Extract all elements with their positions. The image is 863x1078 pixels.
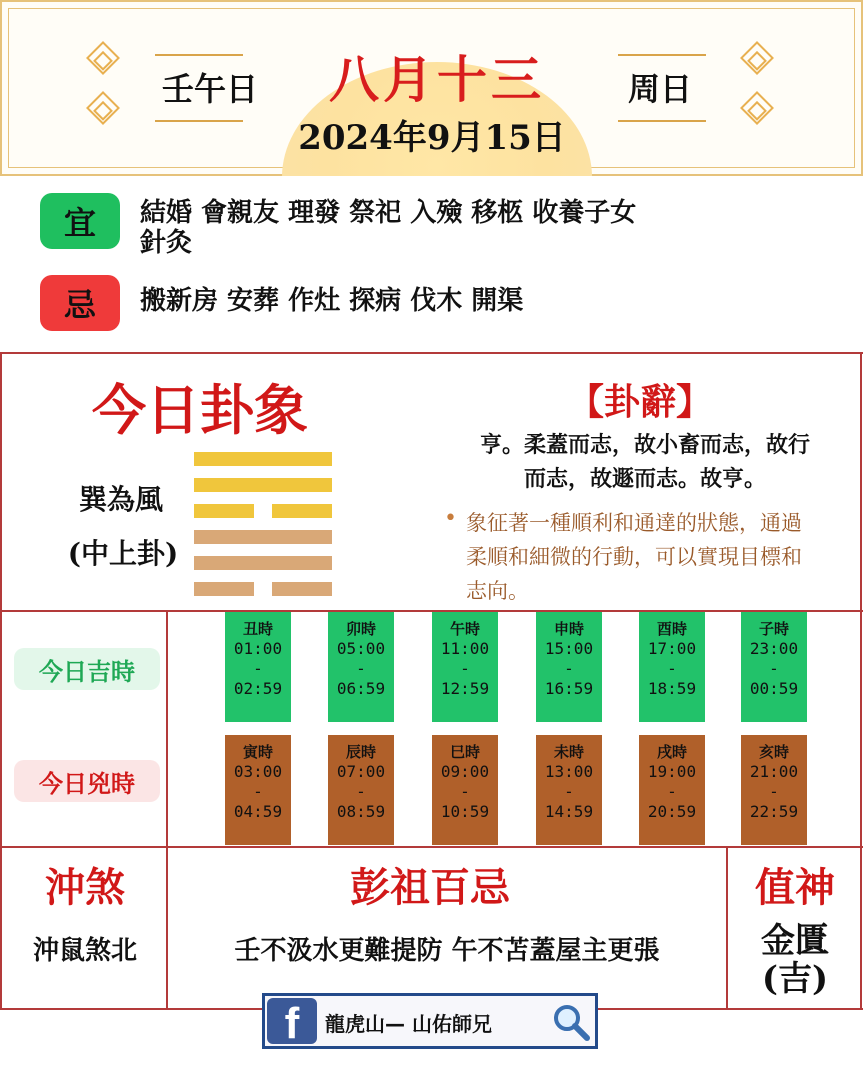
hour-start: 05:00 [336,639,386,658]
gua-rank: (中上卦) [67,537,179,570]
hour-dash: - [667,782,677,801]
yin-line-segment [272,582,332,596]
yi-line-2: 針灸 [140,228,193,258]
hour-end: 22:59 [749,802,799,821]
diamond-icon [86,91,120,125]
good-hour-box [432,612,498,722]
bad-hour-box [225,735,291,845]
hour-start: 19:00 [647,762,697,781]
section-border [726,846,728,1010]
yin-line-segment [194,504,254,518]
facebook-icon: f [267,998,317,1044]
hour-end: 10:59 [440,802,490,821]
hour-name: 申時 [553,620,584,638]
divider-line [618,54,706,56]
solar-date: 2024年9月15日 [298,118,566,158]
gua-explanation [466,506,846,608]
pengzu-value: 壬不汲水更難提防 午不苫蓋屋主更張 [234,936,660,966]
yang-line [194,556,332,570]
hour-end: 16:59 [544,679,594,698]
hour-end: 18:59 [647,679,697,698]
good-hours-label: 今日吉時 [14,648,160,690]
hour-name: 酉時 [656,620,687,638]
bad-hour-box [328,735,394,845]
lunar-date: 八月十三 [329,50,545,109]
yin-line-segment [194,582,254,596]
yang-line [194,478,332,492]
bad-hour-box [741,735,807,845]
zhishen-value [732,922,858,998]
pengzu-title: 彭祖百忌 [350,864,510,911]
yi-activities [140,196,840,260]
yang-line [194,452,332,466]
section-border [0,352,863,354]
bad-hours-label: 今日兇時 [14,760,160,802]
gua-title: 今日卦象 [92,378,308,442]
hour-name: 寅時 [242,743,273,761]
divider-line [618,120,706,122]
hour-name: 丑時 [242,620,273,638]
zhishen-value-2: (吉) [761,959,829,999]
yi-badge: 宜 [40,193,120,249]
gua-name: 巽為風 [78,483,163,516]
diamond-icon [86,41,120,75]
hour-end: 08:59 [336,802,386,821]
hour-start: 09:00 [440,762,490,781]
hour-dash: - [460,659,470,678]
hour-dash: - [356,782,366,801]
good-hour-box [741,612,807,722]
good-hour-box [536,612,602,722]
section-border [0,352,2,1009]
gua-ci-title: 【卦辭】 [567,381,712,423]
gua-explanation-line-2: 柔順和細微的行動，可以實現目標和 [466,545,802,569]
hour-end: 12:59 [440,679,490,698]
facebook-page-name: 龍虎山— 山佑師兄 [325,1012,492,1036]
gua-explanation-line-3: 志向。 [466,579,529,603]
hour-end: 00:59 [749,679,799,698]
diamond-icon [740,41,774,75]
hour-end: 04:59 [233,802,283,821]
hour-start: 15:00 [544,639,594,658]
bullet-icon: • [444,506,457,531]
divider-line [155,54,243,56]
hour-start: 11:00 [440,639,490,658]
left-diamond-ornament [88,42,118,124]
ji-activities: 搬新房 安葬 作灶 探病 伐木 開渠 [140,286,524,316]
section-border [0,846,863,848]
day-ganzhi: 壬午日 [161,70,258,108]
diamond-icon [740,91,774,125]
zhishen-value-1: 金匱 [761,921,829,961]
hour-dash: - [460,782,470,801]
hexagram-lines [194,452,332,602]
hour-end: 20:59 [647,802,697,821]
hour-name: 子時 [758,620,789,638]
hour-start: 23:00 [749,639,799,658]
zhishen-title: 值神 [755,864,835,911]
gua-ci-text [440,428,850,496]
hour-start: 17:00 [647,639,697,658]
hour-end: 06:59 [336,679,386,698]
hour-dash: - [769,782,779,801]
good-hour-box [225,612,291,722]
good-hour-box [328,612,394,722]
hour-start: 01:00 [233,639,283,658]
facebook-page-link[interactable] [262,993,598,1049]
hour-name: 辰時 [345,743,376,761]
chongsha-title: 沖煞 [45,864,125,911]
hour-end: 02:59 [233,679,283,698]
gua-ci-line-1: 亨。柔蓋而志，故小畜而志，故行 [479,432,810,458]
gua-ci-line-2: 而志，故遯而志。故亨。 [523,466,766,492]
good-hour-box [639,612,705,722]
hour-start: 03:00 [233,762,283,781]
yi-line-1: 結婚 會親友 理發 祭祀 入殮 移柩 收養子女 [140,198,637,228]
hour-start: 07:00 [336,762,386,781]
hour-name: 卯時 [345,620,376,638]
section-border [860,352,862,1009]
hour-start: 13:00 [544,762,594,781]
yin-line-segment [272,504,332,518]
hour-dash: - [356,659,366,678]
hour-name: 戌時 [656,743,687,761]
hour-end: 14:59 [544,802,594,821]
ji-badge: 忌 [40,275,120,331]
hour-dash: - [667,659,677,678]
yang-line [194,530,332,544]
hour-dash: - [564,782,574,801]
hour-name: 亥時 [758,743,789,761]
hour-name: 午時 [449,620,480,638]
hour-dash: - [253,782,263,801]
hour-name: 未時 [553,743,584,761]
right-diamond-ornament [742,42,772,124]
hour-name: 巳時 [449,743,480,761]
chongsha-value: 沖鼠煞北 [32,936,137,966]
hour-dash: - [564,659,574,678]
bad-hour-box [639,735,705,845]
search-icon [551,1002,591,1042]
bad-hour-box [432,735,498,845]
hour-dash: - [253,659,263,678]
hour-dash: - [769,659,779,678]
bad-hour-box [536,735,602,845]
section-border [166,610,168,1010]
divider-line [155,120,243,122]
hour-start: 21:00 [749,762,799,781]
gua-explanation-line-1: 象征著一種順利和通達的狀態，通過 [466,511,802,535]
weekday: 周日 [627,70,692,108]
